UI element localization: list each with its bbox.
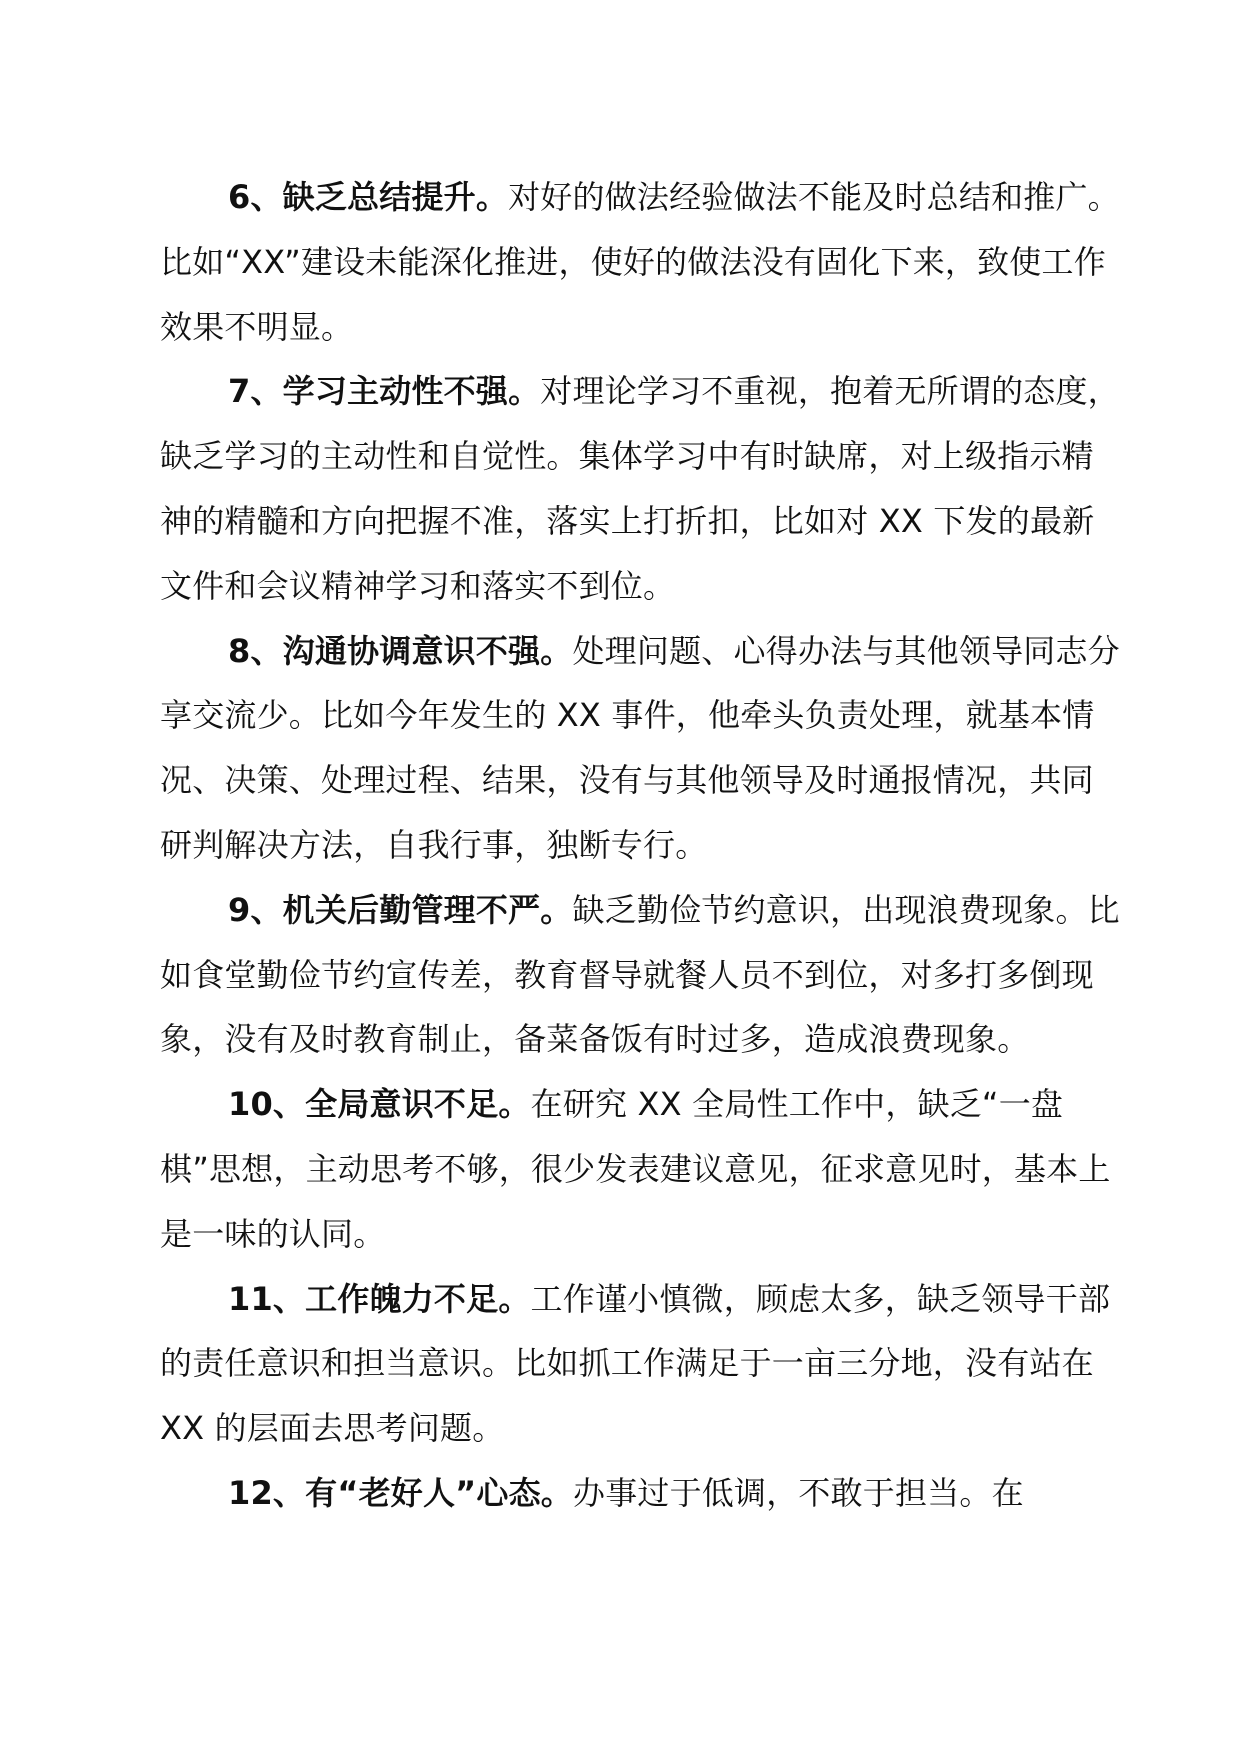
- paragraph-heading: 9、机关后勤管理不严。: [228, 890, 573, 929]
- paragraph-body: 在研究 XX 全局性工作中，缺乏“一盘棋”思想，主动思考不够，很少发表建议意见，征求意见时，基本上是一味的认同。: [160, 1085, 1111, 1253]
- paragraph-heading: 12、有“老好人”心态。: [228, 1473, 573, 1512]
- paragraph-body: 对理论学习不重视，抱着无所谓的态度，缺乏学习的主动性和自觉性。集体学习中有时缺席，对上级指示精神的精髓和方向把握不准，落实上打折扣，比如对 XX 下发的最新文件和会议精神学习和落实不到位。: [160, 372, 1120, 605]
- paragraph-item-8: [160, 619, 1120, 878]
- paragraph-item-10: [160, 1072, 1120, 1266]
- paragraph-body: 工作谨小慎微，顾虑太多，缺乏领导干部的责任意识和担当意识。比如抓工作满足于一亩三分地，没有站在 XX 的层面去思考问题。: [160, 1279, 1111, 1448]
- paragraph-item-6: [160, 165, 1120, 359]
- document-page: [160, 165, 1120, 1526]
- paragraph-heading: 6、缺乏总结提升。: [228, 178, 509, 216]
- paragraph-heading: 7、学习主动性不强。: [228, 372, 541, 411]
- paragraph-item-11: [160, 1267, 1120, 1461]
- paragraph-item-7: [160, 359, 1120, 618]
- paragraph-item-9: [160, 878, 1120, 1072]
- paragraph-heading: 11、工作魄力不足。: [228, 1279, 531, 1318]
- paragraph-body: 处理问题、心得办法与其他领导同志分享交流少。比如今年发生的 XX 事件，他牵头负责处理，就基本情况、决策、处理过程、结果，没有与其他领导及时通报情况，共同研判解决方法，自我行事，独断专行。: [160, 631, 1120, 864]
- paragraph-item-12: [160, 1461, 1120, 1526]
- paragraph-body: 对好的做法经验做法不能及时总结和推广。比如“XX”建设未能深化推进，使好的做法没有固化下来，致使工作效果不明显。: [160, 178, 1120, 346]
- paragraph-body: 缺乏勤俭节约意识，出现浪费现象。比如食堂勤俭节约宣传差，教育督导就餐人员不到位，对多打多倒现象，没有及时教育制止，备菜备饭有时过多，造成浪费现象。: [160, 890, 1120, 1059]
- paragraph-heading: 8、沟通协调意识不强。: [228, 631, 573, 670]
- paragraph-body: 办事过于低调，不敢于担当。在: [573, 1473, 1024, 1512]
- paragraph-heading: 10、全局意识不足。: [228, 1085, 531, 1124]
